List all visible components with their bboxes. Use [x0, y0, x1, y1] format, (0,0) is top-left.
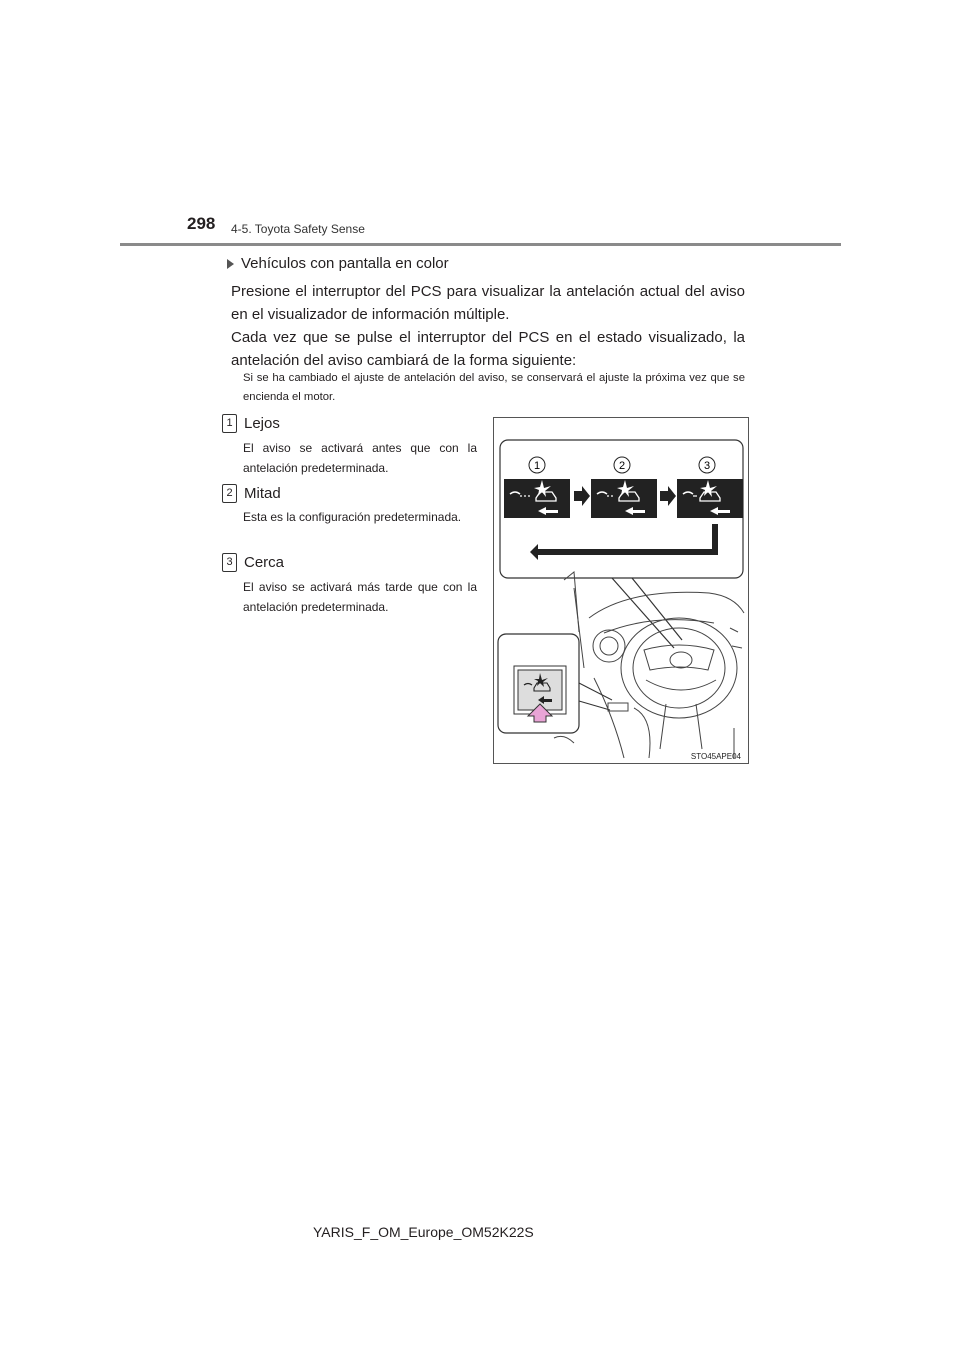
item-3-number: 3	[222, 553, 237, 572]
triangle-bullet-icon	[227, 259, 234, 269]
item-2-description: Esta es la configuración predeterminada.	[243, 510, 462, 524]
callout-label-3: 3	[703, 460, 711, 472]
item-3-description: El aviso se activará más tarde que con la antelación predeterminada.	[243, 580, 477, 614]
header-rule	[120, 243, 841, 246]
item-2-title: Mitad	[244, 485, 281, 502]
display-screen-middle	[591, 479, 657, 518]
item-3-heading	[222, 553, 284, 572]
callout-number-1	[529, 457, 545, 473]
item-3-title: Cerca	[244, 554, 285, 571]
section-title: 4-5. Toyota Safety Sense	[231, 222, 365, 236]
item-1-number: 1	[222, 414, 237, 433]
callout-label-1: 1	[533, 460, 541, 472]
callout-label-2: 2	[618, 460, 626, 472]
footer-document-code: YARIS_F_OM_Europe_OM52K22S	[313, 1224, 534, 1240]
paragraph-2: Cada vez que se pulse el interruptor del PCS en el estado visualizado, la antelación del aviso cambiará de la forma siguiente:	[231, 329, 745, 369]
page-number: 298	[187, 214, 216, 233]
item-1-description: El aviso se activará antes que con la antelación predeterminada.	[243, 441, 477, 475]
item-2-number: 2	[222, 484, 237, 503]
display-screen-near	[677, 479, 743, 518]
note: Si se ha cambiado el ajuste de antelación del aviso, se conservará el ajuste la próxima vez que se encienda el motor.	[243, 372, 745, 403]
display-screen-far	[504, 479, 570, 518]
illustration-code: STO45APE04	[690, 752, 741, 761]
item-1-heading	[222, 414, 280, 433]
dashboard-illustration	[493, 417, 749, 764]
subheading-text: Vehículos con pantalla en color	[241, 255, 449, 272]
item-2-heading	[222, 484, 281, 503]
paragraph-1: Presione el interruptor del PCS para visualizar la antelación actual del aviso en el visualizador de información múltiple.	[231, 283, 745, 323]
callout-number-2	[614, 457, 630, 473]
subheading	[227, 255, 449, 272]
item-1-title: Lejos	[244, 415, 280, 432]
callout-number-3	[699, 457, 715, 473]
